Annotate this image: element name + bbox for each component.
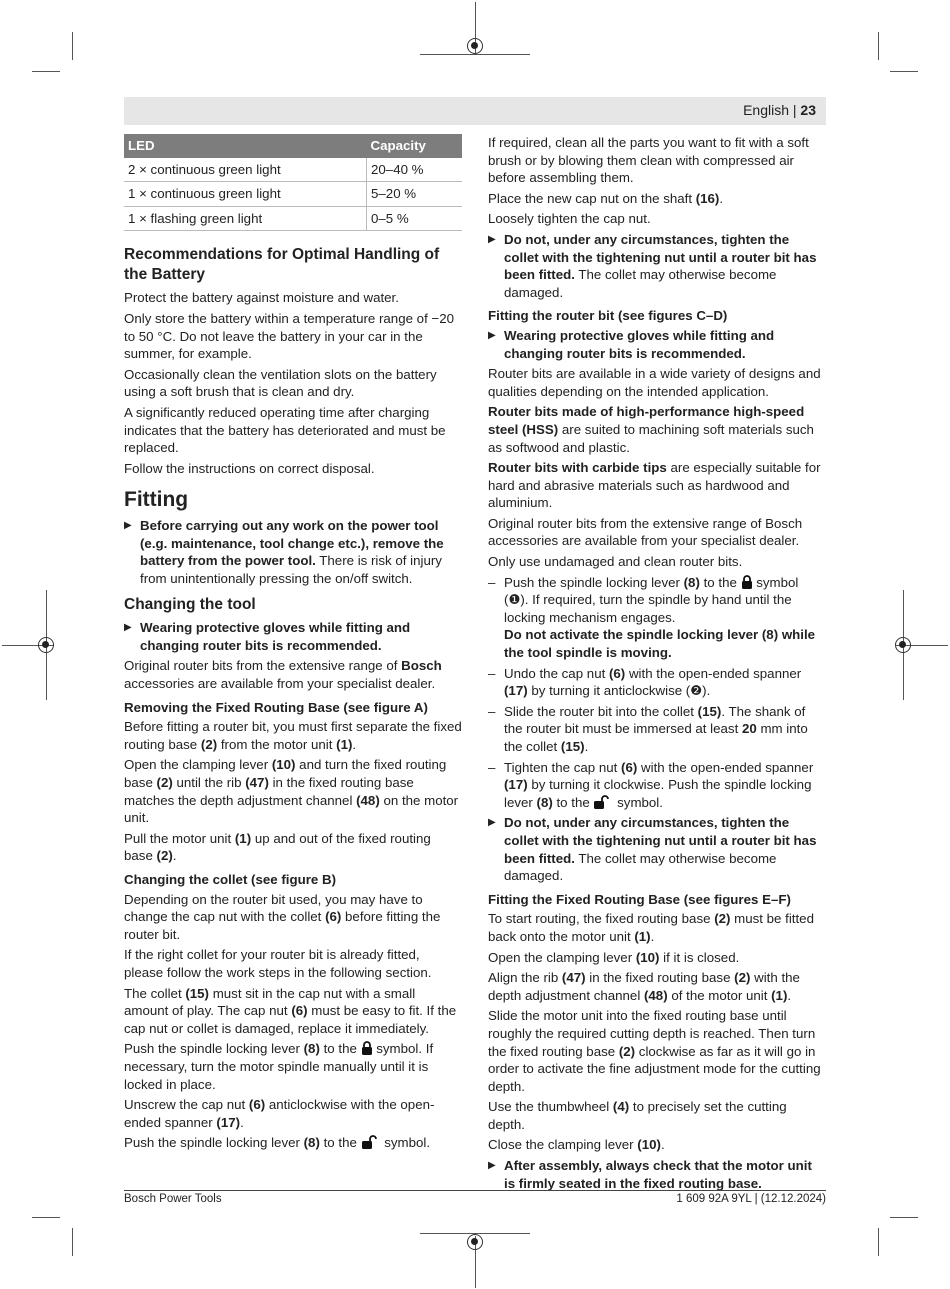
part-ref: (10) [635,949,660,965]
paragraph [488,949,826,967]
bold-text: Bosch [401,658,442,674]
paragraph: Protect the battery against moisture and water. [124,290,399,306]
paragraph [488,1007,826,1095]
text-run: Open the clamping lever [488,949,636,965]
text-run: of the motor unit [667,987,772,1003]
text-run: . [719,190,724,206]
text-run: with the open-ended spanner [625,665,802,681]
step-item [488,703,826,756]
part-ref: (6) [325,909,342,925]
text-run: anticlockwise with the open-ended spanner [124,1097,435,1130]
part-ref: (1) [336,736,353,752]
text-run: Place the new cap nut on the shaft [488,190,696,206]
text-run: before fitting the router bit. [124,909,441,942]
paragraph [124,830,462,865]
paragraph: Only use undamaged and clean router bits. [488,554,743,570]
recommendations-heading: Recommendations for Optimal Handling of the Battery [124,246,440,284]
paragraph [488,1098,826,1133]
part-ref: (16) [695,190,720,206]
part-ref: (15) [185,985,209,1001]
text-run: to the [319,1041,361,1057]
text-run: The collet [124,985,186,1001]
removing-base-heading: Removing the Fixed Routing Base (see figure A) [124,699,428,715]
warning-bold-text: Do not, under any circumstances, tighten the collet with the tightening nut until a router bit has been fitted. [504,815,817,866]
part-ref: (4) [612,1099,630,1115]
text-run: ). If required, turn the spindle by hand until the locking mechanism engages. [504,592,792,625]
paragraph [488,969,826,1004]
text-run: Depending on the router bit used, you may have to change the cap nut with the collet [124,891,423,925]
part-ref: (6) [608,665,626,681]
warning-item: ▶ Wearing protective gloves while fitting and changing router bits is recommended. [488,327,826,362]
bold-text: Router bits made of high-performance high-speed steel (HSS) [488,404,805,437]
text-run: to precisely set the cutting depth. [488,1099,787,1132]
text-run: Tighten the cap nut [504,759,622,775]
paragraph: If required, clean all the parts you want to fit with a soft brush or by blowing them clean with compressed air before assembling them. [488,135,809,186]
text-run: Slide the router bit into the collet [504,703,698,719]
footer-right: 1 609 92A 9YL | (12.12.2024) [676,1193,826,1205]
circled-number-2: ❷ [690,683,703,699]
text-run: until the rib [172,775,246,791]
part-ref: (2) [618,1043,636,1059]
text-run: Push the spindle locking lever [504,574,684,590]
part-ref: (48) [356,792,380,808]
text-run: clockwise as far as it will go in order to activate the fine adjustment mode for the cutting depth. [488,1043,821,1094]
step-item [488,665,826,700]
text-run: to the [319,1135,361,1151]
text-run: Undo the cap nut [504,665,609,681]
part-ref: (6) [621,759,638,775]
text-run: symbol. [380,1135,431,1151]
part-ref: (8) [683,574,700,590]
part-ref: (2) [200,736,218,752]
part-ref: (17) [216,1114,241,1130]
table-cell: 1 × flashing green light [124,206,367,231]
text-run: Push the spindle locking lever [124,1041,304,1057]
fitting-fixed-base-heading: Fitting the Fixed Routing Base (see figures E–F) [488,891,791,907]
text-run: to the [552,794,594,810]
warning-text: The collet may otherwise become damaged. [504,850,777,884]
part-ref: (2) [156,848,173,864]
part-ref: (10) [637,1137,661,1153]
led-capacity-table [124,134,462,231]
table-row [124,158,462,182]
crop-mark [890,71,918,72]
part-ref: (15) [697,703,722,719]
warning-item: ▶ After assembly, always check that the motor unit is firmly seated in the fixed routing base. [488,1157,826,1192]
paragraph: Router bits are available in a wide variety of designs and qualities depending on the intended application. [488,366,821,399]
text-run: ). [702,683,711,699]
part-ref: (1) [234,830,252,846]
part-ref: (15) [560,739,585,754]
text-run: Use the thumbwheel [488,1099,613,1115]
paragraph [124,1096,462,1131]
table-cell: 2 × continuous green light [124,158,367,182]
table-cell: 0–5 % [367,206,462,231]
warning-item [488,814,826,884]
text-run: . [172,848,177,864]
right-column [488,134,826,1195]
text-run: . [660,1137,665,1153]
footer-left: Bosch Power Tools [124,1193,222,1205]
part-ref: (8) [303,1041,320,1057]
text-run: with the depth adjustment channel [488,970,800,1003]
text-run: must be easy to fit. If the cap nut or collet is damaged, replace it immediately. [124,1003,457,1036]
text-run: symbol. If necessary, turn the motor spindle manually until it is locked in place. [124,1041,434,1092]
text-run: must be fitted back onto the motor unit [488,911,814,944]
text-run: symbol. [613,794,663,810]
text-run: Original router bits from the extensive range of [124,658,402,674]
crop-mark [878,32,879,60]
text-run: must sit in the cap nut with a small amount of play. The cap nut [124,985,416,1019]
part-ref: (17) [504,777,528,793]
paragraph [124,657,462,692]
part-ref: (2) [714,911,731,927]
paragraph [488,190,826,208]
paragraph [124,1040,462,1093]
crop-mark [32,71,60,72]
header-text [743,102,816,118]
part-ref: (48) [643,987,668,1003]
paragraph: Occasionally clean the ventilation slots on the battery using a soft brush that is clean and dry. [124,366,437,400]
part-ref: (47) [245,775,269,791]
part-ref: (8) [303,1135,320,1151]
text-run: to the [699,574,741,590]
table-header: LED [124,134,367,158]
text-run: Close the clamping lever [488,1137,638,1153]
text-run: and turn the fixed routing base [124,757,447,791]
paragraph [124,985,462,1038]
text-run: Push the spindle locking lever [124,1135,304,1151]
bold-text: Router bits with carbide tips [488,460,667,476]
table-header: Capacity [367,134,462,158]
changing-tool-heading: Changing the tool [124,596,256,614]
text-run: Unscrew the cap nut [124,1097,249,1113]
warning-bold-text: Do not, under any circumstances, tighten the collet with the tightening nut until a router bit has been fitted. [504,231,817,283]
text-run: in the fixed routing base matches the depth adjustment channel [124,775,414,808]
page-header [124,97,826,125]
text-run: on the motor unit. [124,792,459,826]
text-run: Open the clamping lever [124,757,272,773]
registration-mark-icon [467,1234,483,1250]
warning-bold-text: Before carrying out any work on the power tool (e.g. maintenance, tool change etc.), remove the battery from the power tool. [140,517,444,569]
changing-collet-heading: Changing the collet (see figure B) [124,872,337,887]
crop-mark [878,1228,879,1256]
text-run: Pull the motor unit [124,830,235,846]
warning-text: There is risk of injury from unintentionally pressing the on/off switch. [140,553,442,586]
circled-number-1: ❶ [508,592,521,608]
text-run: if it is closed. [659,949,740,965]
paragraph: Original router bits from the extensive range of Bosch accessories are available from your specialist dealer. [488,515,803,549]
page-number: 23 [800,102,816,118]
step-item [488,759,826,812]
warning-text: The collet may otherwise become damaged. [504,267,777,300]
paragraph [488,910,826,945]
left-column [124,134,462,1155]
fitting-router-bit-heading: Fitting the router bit (see figures C–D) [488,308,728,324]
paragraph [488,1136,826,1154]
paragraph: Follow the instructions on correct disposal. [124,460,375,476]
text-run: Before fitting a router bit, you must first separate the fixed routing base [124,719,462,752]
warning-item: ▶ Wearing protective gloves while fitting and changing router bits is recommended. [124,619,462,654]
lock-icon [741,575,753,589]
table-row [124,182,462,207]
text-run: with the open-ended spanner [637,759,814,775]
crop-mark [420,54,530,55]
paragraph [124,718,462,753]
text-run: Slide the motor unit into the fixed routing base until roughly the required cutting depth is reached. Then turn the fixed routing base [488,1008,816,1059]
warning-item [488,231,826,301]
part-ref: (10) [271,757,296,773]
table-cell: 1 × continuous green light [124,182,367,207]
page-footer [124,1190,826,1205]
registration-mark-icon [895,637,911,653]
lock-icon [361,1041,373,1055]
paragraph [124,1134,462,1152]
header-separator: | [792,102,797,118]
part-ref: (47) [561,970,586,986]
bold-value: 20 [741,721,757,737]
text-run: . [787,987,792,1003]
text-run: from the motor unit [217,736,337,752]
table-cell: 20–40 % [367,158,462,182]
paragraph [488,459,826,512]
crop-mark [72,1228,73,1256]
step-item [488,574,826,662]
registration-mark-icon [38,637,54,653]
part-ref: (2) [734,970,751,986]
paragraph [488,403,826,456]
part-ref: (17) [504,683,528,699]
registration-mark-icon [467,38,483,54]
paragraph [124,891,462,944]
part-ref: (6) [248,1097,266,1113]
table-cell: 5–20 % [367,182,462,207]
part-ref: (6) [291,1003,308,1019]
text-run: To start routing, the fixed routing base [488,911,715,927]
unlock-icon [361,1135,381,1149]
text-run: are suited to machining soft materials such as softwood and plastic. [488,421,814,455]
text-run: in the fixed routing base [585,970,735,986]
paragraph: A significantly reduced operating time after charging indicates that the battery has deteriorated and must be replaced. [124,404,446,456]
fitting-heading: Fitting [124,488,189,512]
text-run: . [240,1114,244,1130]
crop-mark [72,32,73,60]
crop-mark [890,1217,918,1218]
paragraph: Loosely tighten the cap nut. [488,211,651,227]
text-run: by turning it anticlockwise ( [527,683,691,699]
text-run: up and out of the fixed routing base [124,830,431,864]
step-note-bold: Do not activate the spindle locking lever (8) while the tool spindle is moving. [504,627,816,661]
text-run: . [584,739,589,754]
unlock-icon [593,795,613,809]
text-run: . [650,928,655,944]
crop-mark [32,1217,60,1218]
paragraph [124,756,462,826]
warning-item [124,517,462,587]
text-run: Align the rib [488,970,562,986]
text-run: . [352,736,357,752]
part-ref: (1) [771,987,788,1003]
paragraph: If the right collet for your router bit is already fitted, please follow the work steps in the following section. [124,947,432,980]
table-header-row [124,134,462,158]
text-run: by turning it clockwise. Push the spindle locking lever [504,777,812,810]
text-run: are especially suitable for hard and abrasive materials such as hardwood and aluminium. [488,460,821,511]
table-row [124,206,462,231]
text-run: accessories are available from your specialist dealer. [124,676,436,692]
paragraph: Only store the battery within a temperature range of −20 to 50 °C. Do not leave the battery in your car in the summer, for example. [124,310,455,362]
part-ref: (1) [634,928,651,944]
header-language: English [743,102,789,118]
text-run: . The shank of the router bit must be immersed at least [504,703,806,737]
part-ref: (2) [156,775,173,791]
text-run: symbol ( [504,574,799,608]
text-run: mm into the collet [504,721,808,754]
part-ref: (8) [536,794,553,810]
